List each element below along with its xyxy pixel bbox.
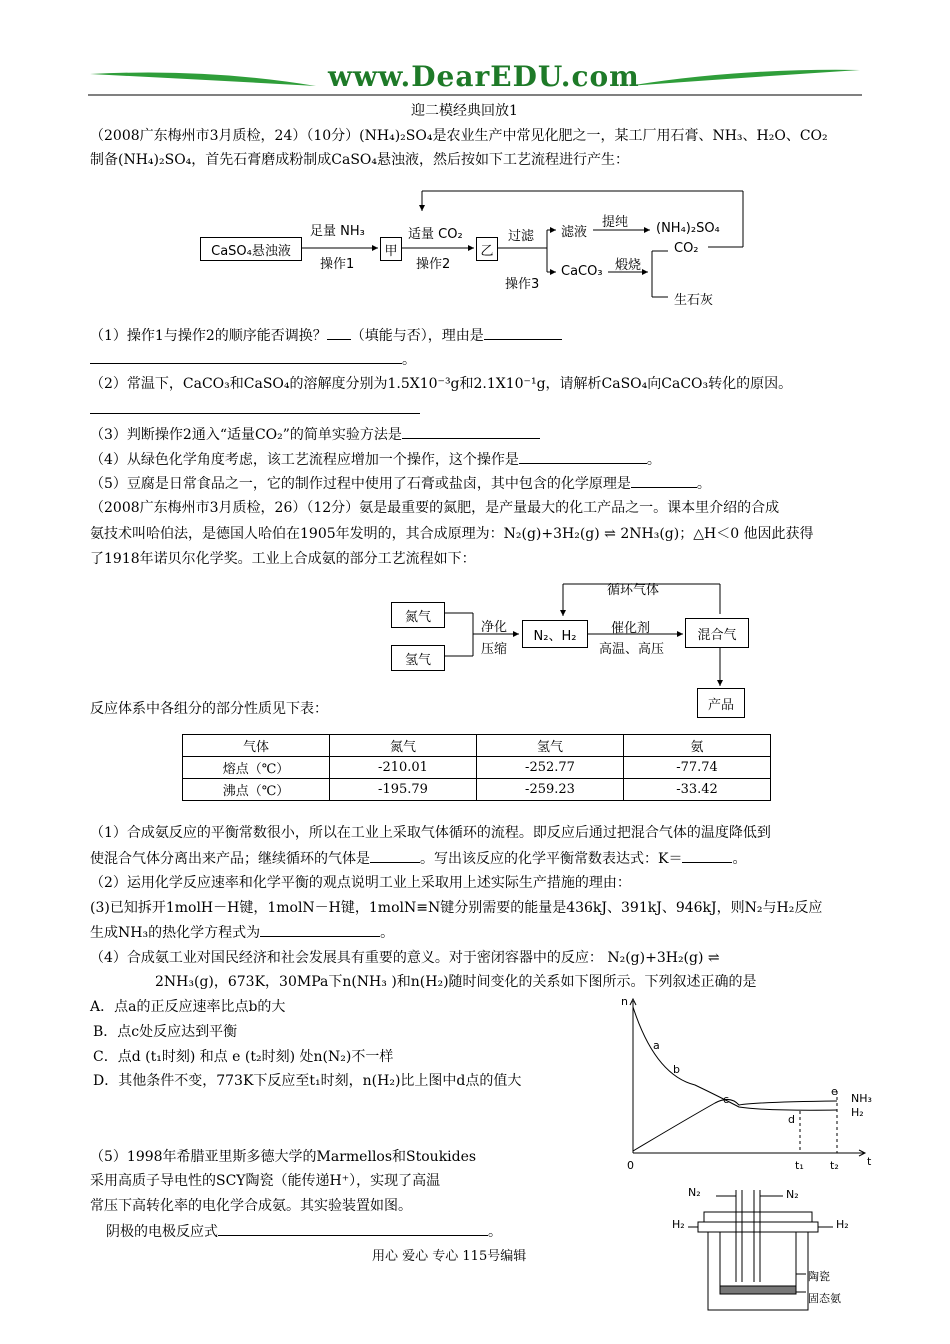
banner-logo[interactable]: www.DearEDU.com <box>328 60 640 93</box>
q2-part3-line1: (3)已知拆开1molH－H键，1molN－H键，1molN≡N键分别需要的能量是436kJ、391kJ、946kJ，则N₂与H₂反应 <box>90 900 823 916</box>
flow1-co2: CO₂ <box>674 241 699 256</box>
apparatus-h2-in: H₂ <box>672 1218 685 1231</box>
flow2-mix-in-box: N₂、H₂ <box>522 620 588 648</box>
table-cell: -259.23 <box>477 779 624 801</box>
option-a[interactable]: A．点a的正反应速率比点b的大 <box>90 999 286 1015</box>
flow2-product-box: 产品 <box>697 688 745 718</box>
table-cell: -252.77 <box>477 757 624 779</box>
q2-part2: （2）运用化学反应速率和化学平衡的观点说明工业上采取用上述实际生产措施的理由： <box>90 875 631 891</box>
flow2-cycle: 循环气体 <box>607 583 660 598</box>
q1-part3: （3）判断操作2通入“适量CO₂”的简单实验方法是 <box>90 423 540 446</box>
q2-p3-blank[interactable] <box>260 921 380 937</box>
table-header-row <box>183 735 771 757</box>
flow1-start-box: CaSO₄悬浊液 <box>200 237 302 261</box>
q1-p2-answer-line[interactable] <box>90 413 420 414</box>
graph-point-e: e <box>831 1085 838 1098</box>
graph-point-d: d <box>788 1113 795 1126</box>
q1-p1-blank-c[interactable] <box>90 348 402 364</box>
table-header: 氢气 <box>477 735 624 757</box>
flow1-product: (NH₄)₂SO₄ <box>656 221 720 236</box>
q2-part5-line3: 常压下高转化率的电化学合成氨。其实验装置如图。 <box>90 1198 412 1214</box>
graph-legend-h2: H₂ <box>851 1106 864 1119</box>
graph-point-a: a <box>653 1039 660 1052</box>
page-title: 迎二模经典回放1 <box>411 103 518 119</box>
flow1-node-b: 乙 <box>476 237 498 261</box>
q1-intro-1: （2008广东梅州市3月质检，24）（10分）(NH₄)₂SO₄是农业生产中常见化肥之一，某工厂用石膏、NH₃、H₂O、CO₂ <box>90 128 828 144</box>
q1-p5-blank[interactable] <box>631 472 697 488</box>
q2-intro-2: 氨技术叫哈伯法，是德国人哈伯在1905年发明的，其合成原理为：N₂(g)+3H₂(g) ⇌ 2NH₃(g)；△H＜0 他因此获得 <box>90 526 814 542</box>
q1-part2: （2）常温下，CaCO₃和CaSO₄的溶解度分别为1.5X10⁻³g和2.1X10⁻¹g，请解析CaSO₄向CaCO₃转化的原因。 <box>90 376 793 392</box>
q1-flowchart <box>190 185 750 315</box>
apparatus-h2-out: H₂ <box>836 1218 849 1231</box>
graph-origin: 0 <box>627 1159 634 1172</box>
option-b[interactable]: B．点c处反应达到平衡 <box>93 1024 238 1040</box>
flow2-compress: 压缩 <box>481 642 508 657</box>
q2-part4-line2: 2NH₃(g)，673K，30MPa下n(NH₃ )和n(H₂)随时间变化的关系如下图所示。下列叙述正确的是 <box>155 974 757 990</box>
q2-p1-blank-b[interactable] <box>682 847 732 863</box>
flow1-filtrate: 滤液 <box>561 225 588 240</box>
table-cell: 熔点（℃） <box>183 757 330 779</box>
q1-part1-line2: 。 <box>90 348 416 371</box>
option-c[interactable]: C．点d (t₁时刻) 和点 e (t₂时刻) 处n(N₂)不一样 <box>93 1049 394 1065</box>
flow2-purify: 净化 <box>481 620 508 635</box>
flow1-filter: 过滤 <box>508 229 535 244</box>
curve-nh3 <box>633 1099 837 1151</box>
q2-flowchart <box>385 578 765 723</box>
table-cell: -77.74 <box>624 757 771 779</box>
flow1-lime: 生石灰 <box>674 293 714 308</box>
q2-intro-3: 了1918年诺贝尔化学奖。工业上合成氨的部分工艺流程如下： <box>90 551 476 567</box>
q2-p5-blank[interactable] <box>218 1220 488 1236</box>
graph-legend-nh3: NH₃ <box>851 1092 872 1105</box>
table-row <box>183 757 771 779</box>
flow2-mixed-box: 混合气 <box>685 618 749 648</box>
apparatus-n2-in: N₂ <box>688 1186 701 1199</box>
curve-h2 <box>633 1007 837 1110</box>
properties-table <box>182 734 771 801</box>
apparatus-ceramic: 陶瓷 <box>808 1270 830 1283</box>
table-row <box>183 779 771 801</box>
table-cell: -195.79 <box>330 779 477 801</box>
table-header: 氨 <box>624 735 771 757</box>
q2-part4-line1: （4）合成氨工业对国民经济和社会发展具有重要的意义。对于密闭容器中的反应： N₂(g)+3H₂(g) ⇌ <box>90 950 720 966</box>
q1-p4-blank[interactable] <box>519 448 647 464</box>
q2-part5-line2: 采用高质子导电性的SCY陶瓷（能传递H⁺），实现了高温 <box>90 1173 441 1189</box>
table-header: 气体 <box>183 735 330 757</box>
flow1-reagent1: 足量 NH₃ <box>310 224 365 239</box>
graph-point-c: c <box>723 1093 730 1106</box>
option-d[interactable]: D．其他条件不变，773K下反应至t₁时刻，n(H₂)比上图中d点的值大 <box>93 1073 522 1089</box>
q2-part1-line2: 使混合气体分离出来产品；继续循环的气体是 。写出该反应的化学平衡常数表达式：K＝ 。 <box>90 847 746 870</box>
page-footer: 用心 爱心 专心 115号编辑 <box>372 1249 527 1264</box>
graph-plot <box>615 995 885 1180</box>
table-header: 氮气 <box>330 735 477 757</box>
flow1-reagent2: 适量 CO₂ <box>408 227 463 242</box>
flow1-node-a: 甲 <box>380 237 402 261</box>
q1-part1-line1: （1）操作1与操作2的顺序能否调换？ （填能与否），理由是 <box>90 324 562 347</box>
q1-p1-blank-b[interactable] <box>484 324 562 340</box>
q2-part5-line1: （5）1998年希腊亚里斯多德大学的Marmellos和Stoukides <box>90 1149 477 1165</box>
flow2-h2-box: 氢气 <box>391 645 445 671</box>
q2-intro-1: （2008广东梅州市3月质检，26）（12分）氨是最重要的氮肥，是产量最大的化工产品之一。课本里介绍的合成 <box>90 500 780 516</box>
flow1-calcine: 煅烧 <box>615 258 642 273</box>
q2-p1-blank-a[interactable] <box>370 847 420 863</box>
electrolysis-apparatus <box>668 1182 868 1312</box>
flow1-op2: 操作2 <box>416 257 451 272</box>
q1-p3-blank[interactable] <box>402 423 540 439</box>
flow2-catalyst: 催化剂 <box>611 621 651 636</box>
flow1-precipitate: CaCO₃ <box>561 264 603 279</box>
apparatus-n2-out: N₂ <box>786 1188 799 1201</box>
flow2-n2-box: 氮气 <box>391 602 445 628</box>
table-cell: -33.42 <box>624 779 771 801</box>
q1-part5: （5）豆腐是日常食品之一，它的制作过程中使用了石膏或盐卤，其中包含的化学原理是 。 <box>90 472 711 495</box>
flow1-purify: 提纯 <box>602 215 629 230</box>
header-banner <box>88 62 862 98</box>
q1-p1-blank-a[interactable] <box>327 324 351 340</box>
q2-part3-line2: 生成NH₃的热化学方程式为 。 <box>90 921 394 944</box>
n-t-graph <box>615 995 885 1180</box>
table-cell: -210.01 <box>330 757 477 779</box>
q2-table-intro: 反应体系中各组分的部分性质见下表： <box>90 701 328 717</box>
graph-t1: t₁ <box>795 1159 804 1172</box>
q2-part1-line1: （1）合成氨反应的平衡常数很小，所以在工业上采取气体循环的流程。即反应后通过把混合气体的温度降低到 <box>90 825 771 841</box>
q2-part5-line4: 阴极的电极反应式 。 <box>106 1220 502 1243</box>
flow2-conditions: 高温、高压 <box>599 642 665 657</box>
flow1-op3: 操作3 <box>505 277 540 292</box>
graph-point-b: b <box>673 1063 680 1076</box>
graph-x-label: t <box>867 1155 872 1168</box>
q1-part4: （4）从绿色化学角度考虑，该工艺流程应增加一个操作，这个操作是 。 <box>90 448 661 471</box>
flow1-op1: 操作1 <box>320 257 355 272</box>
graph-t2: t₂ <box>830 1159 839 1172</box>
table-cell: 沸点（℃） <box>183 779 330 801</box>
q1-intro-2: 制备(NH₄)₂SO₄，首先石膏磨成粉制成CaSO₄悬浊液，然后按如下工艺流程进行产生： <box>90 152 630 168</box>
graph-y-label: n <box>621 995 628 1008</box>
apparatus-solid-ammonia: 固态氨 <box>808 1292 841 1305</box>
